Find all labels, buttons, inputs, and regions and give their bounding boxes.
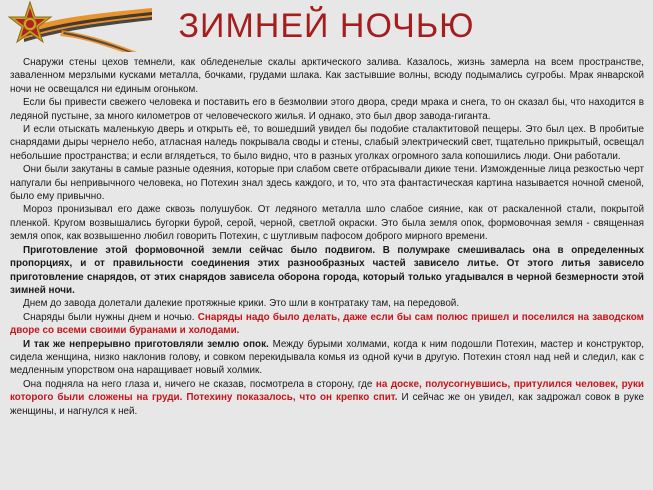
page-title: ЗИМНЕЙ НОЧЬЮ (178, 7, 475, 45)
highlighted-text: Снаряды надо было делать, даже если бы сам полюс пришел и поселился на заводском дворе со всеми своими буранами и холодами. (10, 311, 644, 337)
paragraph (10, 338, 644, 378)
highlighted-text: на доске, полусогнувшись, притулился человек, руки которого были сложены на груди. Потехину показалось, что он крепко спит. (10, 378, 644, 404)
paragraph: И если отыскать маленькую дверь и открыть её, то вошедший увидел бы подобие сталактитовой пещеры. Это был цех. В пробитые снарядами дыры чернело небо, атласная наледь покрывала своды и стены, слабый электрический свет, тщательно прикрытый, освещал небольшие пространства; и если вглядеться, то было видно, что в разных уголках огромного зала копошились люди. Они работали. (10, 124, 644, 162)
paragraph (10, 378, 644, 418)
text-run: Она подняла на него глаза и, ничего не сказав, посмотрела в сторону, где (23, 378, 376, 390)
paragraph (10, 311, 644, 338)
bold-text: И так же непрерывно приготовляли землю опок. (23, 338, 269, 350)
paragraph: Если бы привести свежего человека и поставить его в безмолвии этого двора, среди мрака и снега, то он сказал бы, что находится в ледяной пустыне, за много километров от человеческого жилья. И однако, это был двор завода-гиганта. (10, 97, 644, 122)
paragraph: Они были закутаны в самые разные одеяния, которые при слабом свете отбрасывали дикие тени. Изможденные лица резкостью черт напугали бы непривычного человека, но Потехин знал здесь каждого, и то, что эта фантастическая картина называется ночной сменой, было ему привычно. (10, 164, 644, 203)
paragraph: Мороз пронизывал его даже сквозь полушубок. От ледяного металла шло слабое сияние, как от раскаленной стали, покрытой пленкой. Кругом возвышались бугорки бурой, серой, черной, светлой окраски. Это была земля опок, формовочная земля - священная земля опок, как возвышенно любил говорить Потехин, с шутливым пафосом доброго мирного времени. (10, 204, 644, 243)
text-run: Между бурыми холмами, когда к ним подошли Потехин, мастер и конструктор, сидела женщина, низко наклонив голову, и совком перекидывала комья из одной кучи в другую. Потехин стоял над ней и следил, как с медленным упорством она наращивает новый холмик. (10, 338, 644, 377)
paragraph-bold: Приготовление этой формовочной земли сейчас было подвигом. В полумраке смешивалась она в определенных пропорциях, и от правильности соединения этих разнообразных частей зависело литье. От этого литья зависело приготовление снарядов, от этих снарядов зависела оборона города, который только угадывался в черной безмерности этой зимней ночи. (10, 244, 644, 296)
text-run: И сейчас же он увидел, как задрожал совок в руке женщины, и нагнулся к ней. (10, 392, 644, 417)
paragraph: Днем до завода долетали далекие протяжные крики. Это шли в контратаку там, на передовой. (23, 298, 460, 310)
story-text (10, 56, 644, 418)
paragraph: Снаружи стены цехов темнели, как обледенелые скалы арктического залива. Казалось, жизнь замерла на всем пространстве, заваленном мерзлыми кусками металла, бочками, грудами шлака. Как застывшие волны, всюду подымались сугробы. Мрак январской ночи не освещался ни единым огоньком. (10, 57, 644, 95)
text-run: Снаряды были нужны днем и ночью. (23, 311, 198, 323)
